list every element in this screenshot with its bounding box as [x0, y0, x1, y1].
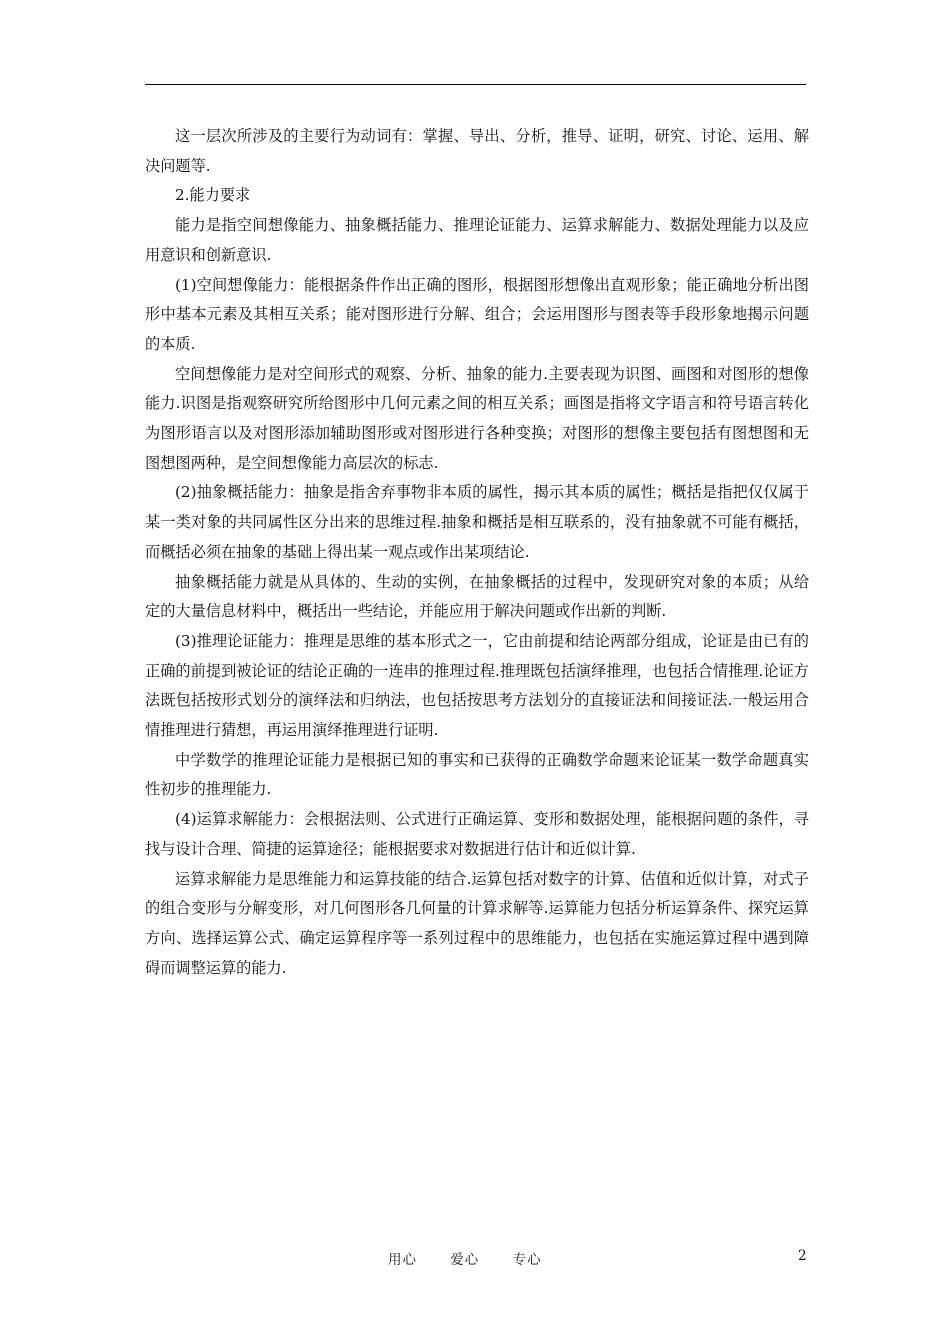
footer-motto-1: 用心	[388, 1252, 417, 1268]
footer-motto-2: 爱心	[450, 1252, 480, 1268]
document-body	[145, 122, 809, 983]
paragraph: 中学数学的推理论证能力是根据已知的事实和已获得的正确数学命题来论证某一数学命题真实性初步的推理能力.	[145, 750, 809, 799]
footer-motto-3: 专心	[512, 1252, 542, 1268]
header-rule	[145, 84, 806, 85]
paragraph: 空间想像能力是对空间形式的观察、分析、抽象的能力.主要表现为识图、画图和对图形的想像能力.识图是指观察研究所给图形中几何元素之间的相互关系；画图是指将文字语言和符号语言转化为图形语言以及对图形添加辅助图形或对图形进行各种变换；对图形的想像主要包括有图想图和无图想图两种，是空间想像能力高层次的标志.	[145, 364, 809, 472]
page-footer	[0, 1248, 950, 1270]
paragraph: (2)抽象概括能力：抽象是指舍弃事物非本质的属性，揭示其本质的属性；概括是指把仅仅属于某一类对象的共同属性区分出来的思维过程.抽象和概括是相互联系的，没有抽象就不可能有概括，而概括必须在抽象的基础上得出某一观点或作出某项结论.	[145, 483, 809, 561]
paragraph: (3)推理论证能力：推理是思维的基本形式之一，它由前提和结论两部分组成，论证是由已有的正确的前提到被论证的结论正确的一连串的推理过程.推理既包括演绎推理，也包括合情推理.论证方法既包括按形式划分的演绎法和归纳法，也包括按思考方法划分的直接证法和间接证法.一般运用合情推理进行猜想，再运用演绎推理进行证明.	[145, 631, 809, 740]
paragraph: 抽象概括能力就是从具体的、生动的实例，在抽象概括的过程中，发现研究对象的本质；从给定的大量信息材料中，概括出一些结论，并能应用于解决问题或作出新的判断.	[145, 572, 809, 621]
paragraph: (1)空间想像能力：能根据条件作出正确的图形，根据图形想像出直观形象；能正确地分析出图形中基本元素及其相互关系；能对图形进行分解、组合；会运用图形与图表等手段形象地揭示问题的本质.	[145, 275, 809, 353]
paragraph: 能力是指空间想像能力、抽象概括能力、推理论证能力、运算求解能力、数据处理能力以及应用意识和创新意识.	[145, 216, 809, 264]
footer-motto	[388, 1248, 570, 1268]
section-heading: 2.能力要求	[175, 186, 251, 205]
page-number: 2	[798, 1248, 807, 1264]
paragraph: 这一层次所涉及的主要行为动词有：掌握、导出、分析，推导、证明，研究、讨论、运用、解决问题等.	[145, 127, 809, 175]
paragraph: (4)运算求解能力：会根据法则、公式进行正确运算、变形和数据处理，能根据问题的条件，寻找与设计合理、简捷的运算途径；能根据要求对数据进行估计和近似计算.	[145, 810, 809, 858]
paragraph: 运算求解能力是思维能力和运算技能的结合.运算包括对数字的计算、估值和近似计算，对式子的组合变形与分解变形，对几何图形各几何量的计算求解等.运算能力包括分析运算条件、探究运算方向、选择运算公式、确定运算程序等一系列过程中的思维能力，也包括在实施运算过程中遇到障碍而调整运算的能力.	[145, 869, 809, 977]
